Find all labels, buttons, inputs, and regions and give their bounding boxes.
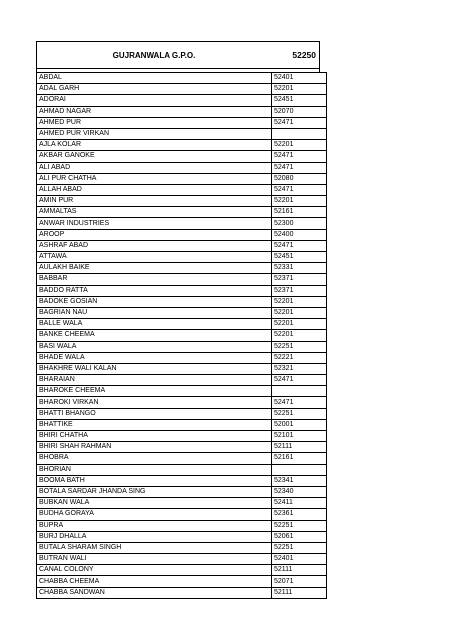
table-row [37,207,327,218]
locality-name: ALLAH ABAD [37,184,272,195]
postal-code: 52471 [272,375,327,386]
locality-name: BALLE WALA [37,319,272,330]
postal-code: 52111 [272,565,327,576]
postal-code: 52251 [272,542,327,553]
table-row [37,509,327,520]
locality-name: BANKE CHEEMA [37,330,272,341]
postal-code: 52451 [272,252,327,263]
table-row [37,453,327,464]
table-row [37,73,327,84]
postal-code: 52300 [272,218,327,229]
locality-name: ALI PUR CHATHA [37,173,272,184]
table-row [37,196,327,207]
postal-code: 52161 [272,453,327,464]
locality-name: BHAKHRE WALI KALAN [37,363,272,374]
locality-name: BUTRAN WALI [37,554,272,565]
postal-code: 52400 [272,229,327,240]
table-row [37,386,327,397]
locality-name: ABDAL [37,73,272,84]
table-row [37,128,327,139]
locality-table [36,72,327,599]
postal-code: 52161 [272,207,327,218]
locality-name: BHADE WALA [37,352,272,363]
table-row [37,431,327,442]
postal-code: 52201 [272,330,327,341]
locality-name: BHAROKE CHEEMA [37,386,272,397]
table-row [37,173,327,184]
locality-name: ATTAWA [37,252,272,263]
postal-code: 52471 [272,397,327,408]
table-row [37,587,327,598]
postal-code: 52111 [272,587,327,598]
locality-name: ADAL GARH [37,84,272,95]
postal-code: 52070 [272,106,327,117]
postal-code: 52401 [272,73,327,84]
table-row [37,106,327,117]
postal-code: 52340 [272,486,327,497]
postal-code: 52201 [272,296,327,307]
locality-name: AULAKH BAIKE [37,263,272,274]
postal-code: 52001 [272,419,327,430]
locality-name: BURJ DHALLA [37,531,272,542]
table-row [37,352,327,363]
postal-code: 52341 [272,475,327,486]
table-row [37,408,327,419]
postal-code-sheet [36,41,320,599]
postal-code [272,128,327,139]
table-row [37,263,327,274]
table-row [37,296,327,307]
locality-name: AROOP [37,229,272,240]
table-row [37,464,327,475]
locality-name: BHAROKI VIRKAN [37,397,272,408]
postal-code: 52471 [272,240,327,251]
table-row [37,565,327,576]
postal-code: 52471 [272,184,327,195]
table-row [37,554,327,565]
locality-name: BHATTIKE [37,419,272,430]
postal-code: 52471 [272,162,327,173]
table-row [37,419,327,430]
locality-name: BHIRI CHATHA [37,431,272,442]
locality-name: BABBAR [37,274,272,285]
postal-code: 52201 [272,307,327,318]
table-row [37,95,327,106]
table-row [37,151,327,162]
table-row [37,442,327,453]
postal-code: 52221 [272,352,327,363]
locality-name: AKBAR GANOKE [37,151,272,162]
table-row [37,252,327,263]
table-row [37,576,327,587]
postal-code: 52411 [272,498,327,509]
locality-name: AHMED PUR VIRKAN [37,128,272,139]
locality-name: CHABBA CHEEMA [37,576,272,587]
locality-name: ANWAR INDUSTRIES [37,218,272,229]
postal-code: 52401 [272,554,327,565]
postal-code: 52251 [272,408,327,419]
postal-code: 52201 [272,319,327,330]
table-row [37,140,327,151]
table-row [37,274,327,285]
table-row [37,117,327,128]
table-row [37,307,327,318]
postal-code: 52251 [272,341,327,352]
locality-name: BHORIAN [37,464,272,475]
table-row [37,162,327,173]
locality-name: CANAL COLONY [37,565,272,576]
locality-name: ALI ABAD [37,162,272,173]
locality-name: BUDHA GORAYA [37,509,272,520]
locality-name: AMIN PUR [37,196,272,207]
postal-code: 52321 [272,363,327,374]
sheet-header [36,41,320,69]
postal-code [272,386,327,397]
postal-code: 52061 [272,531,327,542]
locality-name: BADDO RATTA [37,285,272,296]
table-row [37,486,327,497]
postal-code: 52451 [272,95,327,106]
table-row [37,397,327,408]
locality-name: BUBKAN WALA [37,498,272,509]
postal-code: 52111 [272,442,327,453]
table-row [37,319,327,330]
post-office-title: GUJRANWALA G.P.O. [112,50,196,60]
locality-name: BADOKE GOSIAN [37,296,272,307]
postal-code: 52080 [272,173,327,184]
postal-code: 52201 [272,84,327,95]
locality-name: BOOMA BATH [37,475,272,486]
postal-code: 52331 [272,263,327,274]
postal-code: 52201 [272,196,327,207]
table-row [37,285,327,296]
table-row [37,229,327,240]
postal-code: 52361 [272,509,327,520]
table-row [37,542,327,553]
locality-name: BUTALA SHARAM SINGH [37,542,272,553]
locality-name: BHATTI BHANGO [37,408,272,419]
table-row [37,498,327,509]
table-row [37,520,327,531]
table-row [37,240,327,251]
table-row [37,531,327,542]
locality-name: BHOBRA [37,453,272,464]
postal-code: 52071 [272,576,327,587]
table-row [37,218,327,229]
locality-name: BHARAIAN [37,375,272,386]
locality-name: BOTALA SARDAR JHANDA SING [37,486,272,497]
locality-name: AHMED PUR [37,117,272,128]
locality-name: CHABBA SANDWAN [37,587,272,598]
table-row [37,341,327,352]
locality-name: AJLA KOLAR [37,140,272,151]
locality-name: BASI WALA [37,341,272,352]
table-row [37,363,327,374]
table-row [37,84,327,95]
locality-name: BAGRIAN NAU [37,307,272,318]
locality-name: BUPRA [37,520,272,531]
postal-code: 52371 [272,274,327,285]
postal-code: 52471 [272,151,327,162]
locality-name: AMMALTAS [37,207,272,218]
locality-name: BHIRI SHAH RAHMAN [37,442,272,453]
post-office-code: 52250 [292,50,316,60]
postal-code [272,464,327,475]
table-row [37,184,327,195]
locality-name: ADORAI [37,95,272,106]
table-row [37,330,327,341]
table-row [37,475,327,486]
locality-name: ASHRAF ABAD [37,240,272,251]
postal-code: 52101 [272,431,327,442]
table-row [37,375,327,386]
locality-name: AHMAD NAGAR [37,106,272,117]
postal-code: 52201 [272,140,327,151]
postal-code: 52251 [272,520,327,531]
postal-code: 52471 [272,117,327,128]
postal-code: 52371 [272,285,327,296]
